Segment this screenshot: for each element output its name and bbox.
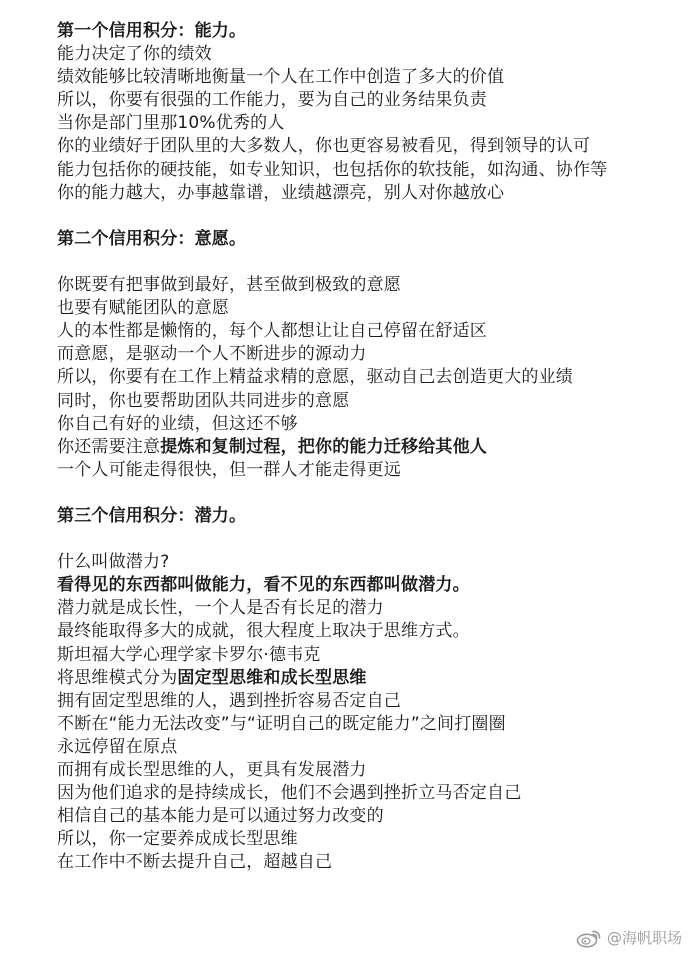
section-heading-willingness: 第二个信用积分：意愿。	[57, 228, 247, 249]
text-line: 拥有固定型思维的人，遇到挫折容易否定自己	[57, 690, 401, 711]
text-line: 一个人可能走得很快，但一群人才能走得更远	[57, 459, 401, 480]
spacer	[57, 205, 677, 228]
text-bold: 固定型思维和成长型思维	[177, 667, 367, 688]
text-line: 绩效能够比较清晰地衡量一个人在工作中创造了多大的价值	[57, 67, 505, 88]
watermark	[576, 927, 682, 948]
text-line: 人的本性都是懒惰的，每个人都想让让自己停留在舒适区	[57, 321, 487, 342]
text-line: 最终能取得多大的成就，很大程度上取决于思维方式。	[57, 621, 470, 642]
text-line: 在工作中不断去提升自己，超越自己	[57, 852, 333, 873]
section-heading-potential: 第三个信用积分：潜力。	[57, 505, 247, 526]
text-line: 斯坦福大学心理学家卡罗尔·德韦克	[57, 644, 321, 665]
weibo-icon	[576, 928, 602, 948]
text-line: 永远停留在原点	[57, 736, 178, 757]
text-line: 所以，你要有很强的工作能力，要为自己的业务结果负责	[57, 90, 487, 111]
text-line: 你自己有好的业绩，但这还不够	[57, 413, 298, 434]
text-line: 你既要有把事做到最好，甚至做到极致的意愿	[57, 275, 401, 296]
text-line: 相信自己的基本能力是可以通过努力改变的	[57, 806, 384, 827]
watermark-text: @海帆职场	[606, 929, 682, 947]
text-line: 所以，你一定要养成成长型思维	[57, 829, 298, 850]
spacer	[57, 251, 677, 274]
text-bold: 提炼和复制过程，把你的能力迁移给其他人	[160, 436, 488, 457]
section-heading-ability: 第一个信用积分：能力。	[57, 21, 247, 41]
text-line: 当你是部门里那10%优秀的人	[57, 113, 285, 134]
text-line-mixed	[57, 667, 677, 690]
spacer	[57, 482, 677, 505]
text-line: 也要有赋能团队的意愿	[57, 298, 229, 319]
text-line: 你的能力越大，办事越靠谱，业绩越漂亮，别人对你越放心	[57, 182, 505, 203]
text-line: 而意愿，是驱动一个人不断进步的源动力	[57, 344, 367, 365]
text-line: 你的业绩好于团队里的大多数人，你也更容易被看见，得到领导的认可	[57, 136, 591, 157]
text-line: 不断在“能力无法改变”与“证明自己的既定能力”之间打圈圈	[57, 713, 506, 734]
text-line: 因为他们追求的是持续成长，他们不会遇到挫折立马否定自己	[57, 783, 522, 804]
text-line: 能力决定了你的绩效	[57, 44, 212, 65]
document-body	[57, 20, 677, 874]
text-line: 同时，你也要帮助团队共同进步的意愿	[57, 390, 350, 411]
text-normal: 将思维模式分为	[57, 667, 178, 688]
text-line: 潜力就是成长性，一个人是否有长足的潜力	[57, 598, 384, 619]
text-line: 而拥有成长型思维的人，更具有发展潜力	[57, 760, 367, 780]
text-line: 能力包括你的硬技能，如专业知识，也包括你的软技能，如沟通、协作等	[57, 159, 608, 180]
text-line-mixed	[57, 436, 677, 459]
text-line-bold: 看得见的东西都叫做能力，看不见的东西都叫做潜力。	[57, 575, 470, 596]
text-normal: 你还需要注意	[57, 436, 161, 457]
spacer	[57, 528, 677, 551]
text-line: 什么叫做潜力?	[57, 552, 170, 573]
text-line: 所以，你要有在工作上精益求精的意愿，驱动自己去创造更大的业绩	[57, 367, 573, 388]
